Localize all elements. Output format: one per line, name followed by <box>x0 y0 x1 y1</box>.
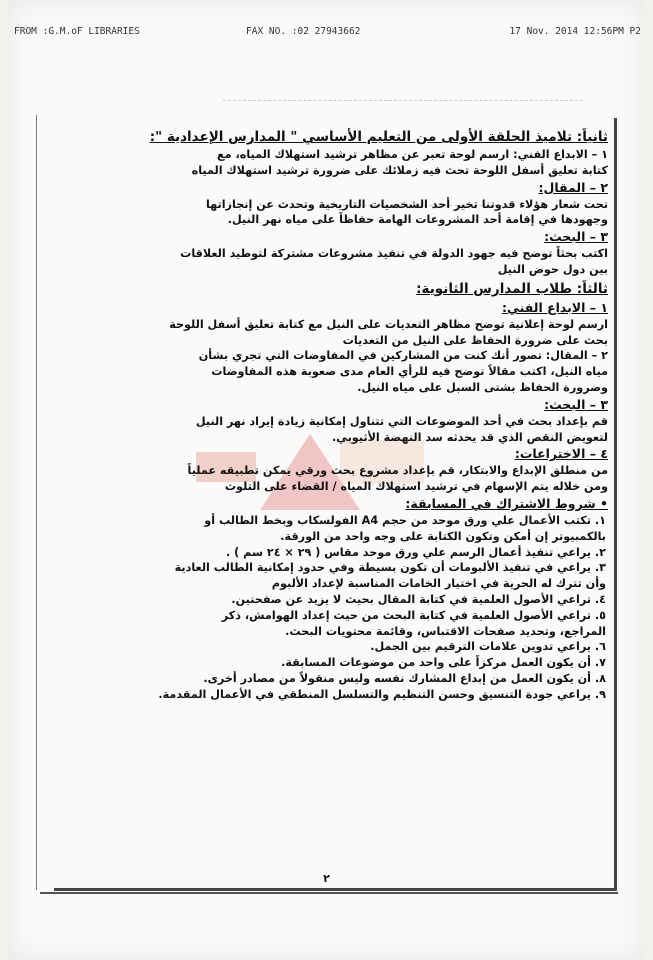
section-title-secondary: ثالثاً: طلاب المدارس الثانوية: <box>416 280 608 297</box>
prep-research-title: ٣ – البحث: <box>544 229 608 245</box>
condition-item: ١. تكتب الأعمال علي ورق موحد من حجم A4 الفولسكاب وبخط الطالب أو <box>204 513 606 527</box>
fax-number: FAX NO. :02 27943662 <box>246 26 361 37</box>
ghost-text-bleed <box>223 100 583 111</box>
page-border-left <box>36 115 37 890</box>
section-title-prep: ثانياً: تلاميذ الحلقة الأولى من التعليم الأساسي " المدارس الإعدادية ": <box>149 129 608 145</box>
condition-item: بالكمبيوتر إن أمكن وتكون الكتابة على وجه واحد من الورقة. <box>280 529 606 543</box>
sec-essay-line: ٢ – المقال: تصور أنك كنت من المشاركين في المفاوضات التي تجري بشأن <box>198 349 608 363</box>
sec-art-line: ارسم لوحة إعلانية توضح مظاهر التعديات على النيل مع كتابة تعليق أسفل اللوحة <box>169 317 608 331</box>
prep-essay-line: وجهودها في إقامة أحد المشروعات الهامة حفاظاً على مياه نهر النيل. <box>227 213 608 227</box>
sec-essay-line: مياه النيل، اكتب مقالاً توضح فيه للرأي العام مدى صعوبة هذه المفاوضات <box>211 365 608 379</box>
prep-art-line: ١ – الابداع الفني: ارسم لوحة تعبر عن مظاهر ترشيد استهلاك المياه، مع <box>217 148 608 161</box>
condition-item: ٦. يراعي تدوين علامات الترقيم بين الجمل. <box>370 640 606 654</box>
fax-header <box>14 26 641 42</box>
sec-research-line: قم بإعداد بحث في أحد الموضوعات التي تتناول إمكانية زيادة إيراد نهر النيل <box>195 414 608 428</box>
prep-art-line: كتابة تعليق أسفل اللوحة تحث فيه زملائك على ضرورة ترشيد استهلاك المياه <box>191 163 608 177</box>
sec-art-title: ١ – الابداع الفني: <box>502 299 608 315</box>
sec-essay-line: وضرورة الحفاظ بشتى السبل على مياه النيل. <box>357 380 608 394</box>
prep-essay-title: ٢ – المقال: <box>538 179 608 195</box>
prep-research-line: اكتب بحثاً توضح فيه جهود الدولة في تنفيذ مشروعات مشتركة لتوطيد العلاقات <box>180 247 608 261</box>
bottom-border <box>40 892 618 894</box>
sec-invent-title: ٤ – الاختراعات: <box>514 446 608 462</box>
sec-invent-line: من منطلق الإبداع والابتكار، قم بإعداد مشروع بحث ورقي يمكن تطبيقه عملياً <box>187 464 608 478</box>
conditions-title: • شروط الاشتراك في المسابقة: <box>405 495 608 511</box>
document-body <box>40 126 608 703</box>
prep-essay-line: تحت شعار هؤلاء قدوتنا تخير أحد الشخصيات التاريخية وتحدث عن إنجازاتها <box>205 197 608 211</box>
condition-item: ٨. أن يكون العمل من إبداع المشارك نفسه وليس منقولاً من مصادر أخرى. <box>203 671 606 685</box>
condition-item: ٩. يراعي جودة التنسيق وحسن التنظيم والتسلسل المنطقي في الأعمال المقدمة. <box>158 687 606 701</box>
sec-research-line: لتعويض النقص الذي قد يحدثه سد النهضة الأثيوبي. <box>332 430 608 444</box>
condition-item: ٤. تراعي الأصول العلمية في كتابة المقال بحيث لا يزيد عن صفحتين. <box>231 592 606 606</box>
page-number: ٢ <box>323 872 330 885</box>
condition-item: ٢. يراعي تنفيذ أعمال الرسم علي ورق موحد مقاس ( ٢٩ × ٢٤ سم ) . <box>226 545 606 559</box>
condition-item: ٧. أن يكون العمل مركزاً على واحد من موضوعات المسابقة. <box>281 656 606 670</box>
sec-research-title: ٣ – البحث: <box>544 396 608 412</box>
condition-item: وأن تترك له الحرية في اختيار الخامات المناسبة لإعداد الألبوم <box>271 577 606 591</box>
fax-from: FROM :G.M.oF LIBRARIES <box>14 26 140 37</box>
sec-art-line: بحث على ضرورة الحفاظ على النيل من التعديات <box>342 333 608 347</box>
condition-item: ٣. يراعي في تنفيذ الألبومات أن تكون بسيطة وفي حدود إمكانية الطالب العادية <box>174 561 606 575</box>
condition-item: ٥. تراعي الأصول العلمية في كتابة البحث من حيث إعداد الهوامش، ذكر <box>221 608 606 622</box>
prep-research-line: بين دول حوض النيل <box>497 262 608 276</box>
sec-invent-line: ومن خلاله يتم الإسهام في ترشيد استهلاك المياه / القضاء على التلوث <box>224 480 608 494</box>
fax-date: 17 Nov. 2014 12:56PM P2 <box>509 26 641 37</box>
condition-item: المراجع، وتحديد صفحات الاقتباس، وقائمة محتويات البحث. <box>285 624 606 638</box>
